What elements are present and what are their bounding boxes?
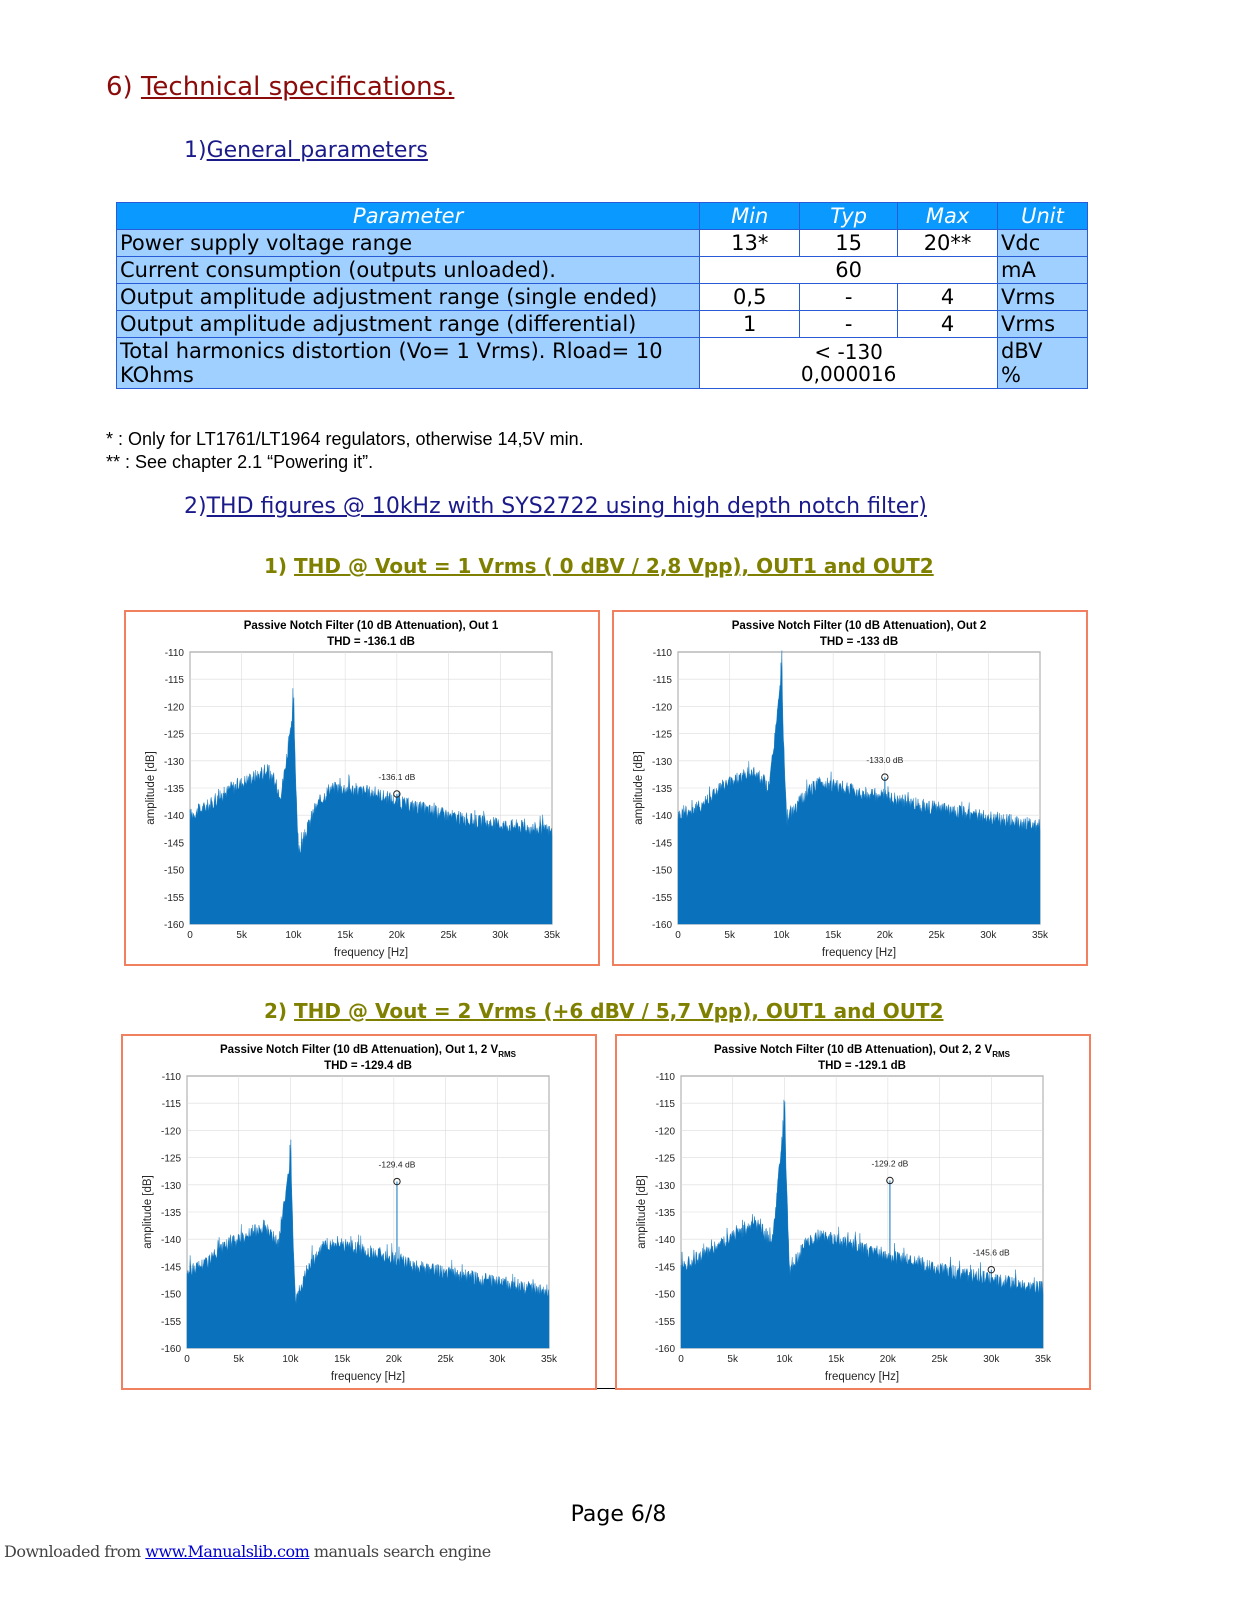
chart-title-main: Passive Notch Filter (10 dB Attenuation), Out 2, 2 V: [714, 1044, 993, 1056]
y-tick-label: -115: [161, 1099, 181, 1111]
y-tick-label: -130: [160, 1180, 181, 1192]
chart-out1-2vrms: [121, 1034, 597, 1390]
x-tick-label: 25k: [931, 1354, 948, 1365]
y-tick-label: -140: [163, 811, 184, 823]
harmonic-label: -136.1 dB: [378, 771, 416, 782]
x-tick-label: 35k: [540, 1354, 558, 1365]
table-row: [117, 257, 1088, 284]
max-cell: 4: [898, 311, 998, 338]
value-cell: [700, 338, 998, 389]
y-tick-label: -115: [652, 675, 672, 687]
y-tick-label: -125: [160, 1153, 181, 1165]
harmonic-label: -133.0 dB: [866, 755, 904, 766]
x-tick-label: 20k: [385, 1354, 402, 1365]
y-tick-label: -140: [651, 811, 672, 823]
table-row: [117, 230, 1088, 257]
col-header-typ: Typ: [800, 203, 898, 230]
y-tick-label: -135: [163, 784, 184, 795]
col-header-parameter: Parameter: [117, 203, 700, 230]
subheading-number: 2): [264, 999, 288, 1023]
typ-cell: 60: [700, 257, 998, 284]
chart-svg: [614, 612, 1086, 964]
subheading-title: THD @ Vout = 1 Vrms ( 0 dBV / 2,8 Vpp), OUT1 and OUT2: [294, 554, 934, 578]
harmonic-label: -129.4 dB: [378, 1159, 416, 1170]
chart-title-subscript: RMS: [992, 1050, 1010, 1059]
subheading-title: THD @ Vout = 2 Vrms (+6 dBV / 5,7 Vpp), OUT1 and OUT2: [294, 999, 944, 1023]
chart-svg: [617, 1036, 1089, 1388]
y-tick-label: -110: [655, 1072, 675, 1083]
x-tick-label: 25k: [437, 1354, 454, 1365]
x-tick-label: 20k: [388, 930, 405, 941]
col-header-min: Min: [700, 203, 800, 230]
x-tick-label: 20k: [879, 1354, 896, 1365]
min-cell: 13*: [700, 230, 800, 257]
value-line: 0,000016: [800, 362, 897, 386]
param-line: Total harmonics distortion (Vo= 1 Vrms). Rload= 10: [120, 339, 663, 363]
divider: [597, 1388, 615, 1389]
chart-title-main: Passive Notch Filter (10 dB Attenuation), Out 1, 2 V: [220, 1044, 499, 1056]
harmonic-label: -129.2 dB: [871, 1158, 909, 1169]
y-tick-label: -120: [654, 1126, 675, 1138]
chart-svg: [126, 612, 598, 964]
col-header-unit: Unit: [998, 203, 1088, 230]
param-cell: Output amplitude adjustment range (differential): [117, 311, 700, 338]
chart-title: [732, 620, 987, 632]
y-tick-label: -125: [163, 729, 184, 741]
y-tick-label: -130: [651, 756, 672, 768]
section-title: Technical specifications.: [140, 72, 455, 102]
value-line: < -130: [814, 340, 883, 364]
typ-cell: -: [800, 311, 898, 338]
subsection-thd: [184, 494, 927, 519]
chart-title-subscript: RMS: [498, 1050, 516, 1059]
unit-line: dBV: [1001, 339, 1043, 363]
subheading-number: 1): [264, 554, 288, 578]
param-cell: Output amplitude adjustment range (single ended): [117, 284, 700, 311]
y-tick-label: -115: [655, 1099, 675, 1111]
x-tick-label: 20k: [876, 930, 893, 941]
x-tick-label: 5k: [233, 1354, 244, 1365]
y-tick-label: -155: [160, 1316, 181, 1328]
x-axis-label: frequency [Hz]: [821, 947, 897, 959]
subheading-1vrms: [264, 554, 934, 578]
chart-svg: [123, 1036, 595, 1388]
chart-title: [714, 1044, 1011, 1059]
chart-subtitle: THD = -129.4 dB: [324, 1060, 412, 1072]
chart-subtitle: THD = -136.1 dB: [327, 636, 415, 648]
y-axis-label: amplitude [dB]: [145, 751, 157, 825]
x-axis-label: frequency [Hz]: [330, 1371, 406, 1383]
min-cell: 1: [700, 311, 800, 338]
y-tick-label: -120: [160, 1126, 181, 1138]
unit-cell: Vrms: [998, 311, 1088, 338]
y-tick-label: -115: [164, 675, 184, 687]
x-tick-label: 35k: [1031, 930, 1049, 941]
x-tick-label: 30k: [489, 1354, 506, 1365]
subsection-number: 1): [184, 138, 207, 163]
param-cell: Current consumption (outputs unloaded).: [117, 257, 700, 284]
x-tick-label: 15k: [334, 1354, 351, 1365]
y-tick-label: -110: [161, 1072, 181, 1083]
y-tick-label: -135: [651, 784, 672, 795]
y-tick-label: -110: [652, 648, 672, 659]
x-tick-label: 5k: [724, 930, 735, 941]
download-prefix: Downloaded from: [4, 1542, 146, 1561]
chart-title: [244, 620, 499, 632]
table-header-row: [117, 203, 1088, 230]
y-tick-label: -110: [164, 648, 184, 659]
subsection-title: THD figures @ 10kHz with SYS2722 using high depth notch filter): [206, 494, 927, 519]
manualslib-link[interactable]: www.Manualslib.com: [145, 1542, 310, 1561]
y-tick-label: -125: [654, 1153, 675, 1165]
y-tick-label: -135: [160, 1208, 181, 1219]
x-tick-label: 30k: [980, 930, 997, 941]
col-header-max: Max: [898, 203, 998, 230]
y-tick-label: -145: [651, 838, 672, 850]
chart-subtitle: THD = -133 dB: [819, 636, 899, 648]
chart-out2-1vrms: [612, 610, 1088, 966]
y-axis-label: amplitude [dB]: [142, 1175, 154, 1249]
typ-cell: 15: [800, 230, 898, 257]
footnote-2: ** : See chapter 2.1 “Powering it”.: [106, 452, 374, 472]
x-tick-label: 35k: [1034, 1354, 1052, 1365]
y-tick-label: -120: [163, 702, 184, 714]
section-number: 6): [106, 72, 133, 102]
chart-out1-1vrms: [124, 610, 600, 966]
param-cell: Power supply voltage range: [117, 230, 700, 257]
unit-cell: Vrms: [998, 284, 1088, 311]
y-tick-label: -150: [651, 865, 672, 877]
x-axis-label: frequency [Hz]: [333, 947, 409, 959]
table-row: [117, 311, 1088, 338]
spec-table: [116, 202, 1088, 389]
y-tick-label: -130: [163, 756, 184, 768]
x-tick-label: 35k: [543, 930, 561, 941]
unit-cell: Vdc: [998, 230, 1088, 257]
y-tick-label: -125: [651, 729, 672, 741]
y-axis-label: amplitude [dB]: [636, 1175, 648, 1249]
y-tick-label: -145: [160, 1262, 181, 1274]
x-tick-label: 30k: [492, 930, 509, 941]
x-tick-label: 5k: [236, 930, 247, 941]
max-cell: 4: [898, 284, 998, 311]
x-tick-label: 0: [187, 930, 193, 941]
y-tick-label: -140: [160, 1235, 181, 1247]
y-tick-label: -155: [651, 892, 672, 904]
chart-title: [220, 1044, 517, 1059]
subsection-title: General parameters: [206, 138, 428, 163]
chart-title-main: Passive Notch Filter (10 dB Attenuation), Out 1: [243, 620, 499, 632]
x-tick-label: 5k: [727, 1354, 738, 1365]
x-tick-label: 15k: [828, 1354, 845, 1365]
unit-cell: [998, 338, 1088, 389]
page-number: Page 6/8: [570, 1502, 667, 1527]
y-tick-label: -145: [654, 1262, 675, 1274]
typ-cell: -: [800, 284, 898, 311]
x-tick-label: 30k: [983, 1354, 1000, 1365]
y-tick-label: -120: [651, 702, 672, 714]
y-tick-label: -155: [654, 1316, 675, 1328]
subsection-general: [184, 138, 428, 163]
y-tick-label: -160: [163, 920, 184, 931]
y-axis-label: amplitude [dB]: [633, 751, 645, 825]
subsection-number: 2): [184, 494, 207, 519]
unit-line: %: [1001, 363, 1021, 387]
harmonic-label: -145.6 dB: [972, 1247, 1010, 1258]
y-tick-label: -160: [160, 1344, 181, 1355]
x-tick-label: 15k: [825, 930, 842, 941]
chart-out2-2vrms: [615, 1034, 1091, 1390]
param-line: KOhms: [120, 363, 194, 387]
y-tick-label: -145: [163, 838, 184, 850]
unit-cell: mA: [998, 257, 1088, 284]
param-cell: [117, 338, 700, 389]
y-tick-label: -160: [651, 920, 672, 931]
x-tick-label: 0: [678, 1354, 684, 1365]
download-suffix: manuals search engine: [309, 1542, 491, 1561]
y-tick-label: -130: [654, 1180, 675, 1192]
x-tick-label: 10k: [773, 930, 790, 941]
table-row: [117, 284, 1088, 311]
section-heading: [106, 72, 454, 102]
y-tick-label: -150: [160, 1289, 181, 1301]
x-tick-label: 10k: [285, 930, 302, 941]
footnote-1: * : Only for LT1761/LT1964 regulators, otherwise 14,5V min.: [106, 429, 584, 449]
x-tick-label: 25k: [928, 930, 945, 941]
subheading-2vrms: [264, 999, 944, 1023]
y-tick-label: -150: [163, 865, 184, 877]
x-axis-label: frequency [Hz]: [824, 1371, 900, 1383]
y-tick-label: -140: [654, 1235, 675, 1247]
y-tick-label: -155: [163, 892, 184, 904]
chart-title-main: Passive Notch Filter (10 dB Attenuation), Out 2: [731, 620, 987, 632]
x-tick-label: 15k: [337, 930, 354, 941]
x-tick-label: 0: [184, 1354, 190, 1365]
x-tick-label: 25k: [440, 930, 457, 941]
y-tick-label: -150: [654, 1289, 675, 1301]
download-note: [4, 1542, 491, 1561]
x-tick-label: 10k: [282, 1354, 299, 1365]
y-tick-label: -135: [654, 1208, 675, 1219]
x-tick-label: 0: [675, 930, 681, 941]
x-tick-label: 10k: [776, 1354, 793, 1365]
max-cell: 20**: [898, 230, 998, 257]
min-cell: 0,5: [700, 284, 800, 311]
chart-subtitle: THD = -129.1 dB: [818, 1060, 906, 1072]
y-tick-label: -160: [654, 1344, 675, 1355]
table-row: [117, 338, 1088, 389]
